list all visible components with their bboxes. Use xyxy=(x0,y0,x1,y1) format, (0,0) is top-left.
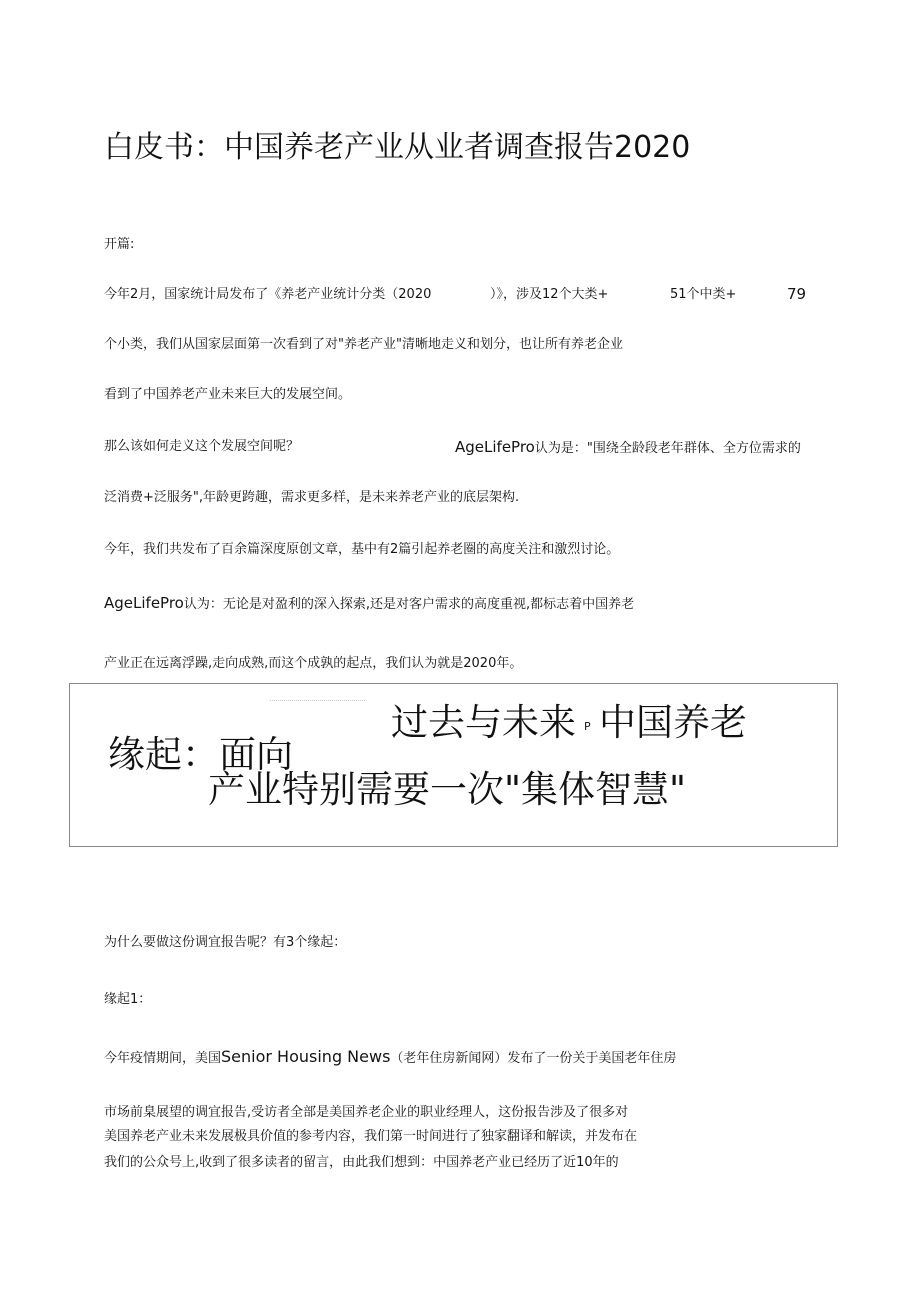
intro-line4-part2 xyxy=(455,439,801,457)
intro-line1-part4: 79 xyxy=(787,285,807,303)
banner-row3: 产业特别需要一次"集体智慧" xyxy=(208,768,687,811)
intro-line6: 今年，我们共发布了百余篇深度原创文章，基中有2篇引起养老圈的高度关注和激烈讨论。 xyxy=(104,542,620,557)
source-name: Senior Housing News xyxy=(221,1047,391,1066)
intro-line1-part1: 今年2月，国家统计局发布了《养老产业统计分类（2020 xyxy=(104,287,432,302)
intro-line1-part2: ）》，涉及12个大类+ xyxy=(490,287,609,302)
para1-text-b: （老年住房新闻网）发布了一份关于美国老年住房 xyxy=(390,1051,677,1066)
intro-line2: 个小类，我们从国家层面第一次看到了对"养老产业"清晰地走义和划分，也让所有养老企业 xyxy=(104,337,623,352)
intro-line3: 看到了中国养老产业未来巨大的发展空间。 xyxy=(104,387,352,402)
brand-name: AgeLifePro xyxy=(455,438,535,456)
banner-row1-b: 中国养老 xyxy=(599,701,747,744)
banner-row2: 缘起：面向 xyxy=(108,733,293,776)
body-line-a: 市场前臬展望的调宜报告,受访者全部是美国养老企业的职业经理人，这份报告涉及了很多对 xyxy=(104,1105,629,1120)
intro-line4-part1: 那么该如何走义这个发展空间呢？ xyxy=(104,439,300,454)
intro-line8: 产业正在远离浮躁,走向成熟,而这个成孰的起点，我们认为就是2020年。 xyxy=(104,656,523,671)
banner-row1-mark: P xyxy=(584,720,591,733)
brand-name: AgeLifePro xyxy=(104,594,184,612)
intro-line4-text: 认为是："围绕全龄段老年群体、全方位需求的 xyxy=(534,441,801,456)
banner-row1-a: 过去与未来 xyxy=(391,701,576,744)
origin1-heading: 缘起1： xyxy=(104,992,152,1007)
intro-line1-part3: 51个中类+ xyxy=(670,287,737,302)
intro-line7-text: 认为：无论是对盈利的深入探索,还是对客户需求的高度重视,都标志着中国养老 xyxy=(183,597,635,612)
document-title: 白皮书：中国养老产业从业者调查报告2020 xyxy=(104,130,691,165)
body-para1-line1 xyxy=(104,1049,676,1067)
para1-text-a: 今年疫情期间，美国 xyxy=(104,1051,222,1066)
body-question: 为什么要做这份调宜报告呢？有3个缘起： xyxy=(104,935,347,950)
intro-line7 xyxy=(104,595,634,613)
intro-heading: 开篇: xyxy=(104,237,135,252)
body-line-c: 我们的公众号上,收到了很多读者的留言，由此我们想到：中国养老产业已经历了近10年的 xyxy=(104,1155,619,1170)
intro-line5: 泛消费+泛服务",年龄更跨趣，需求更多样，是未来养老产业的底层架构. xyxy=(104,490,520,505)
decorative-dotted-line xyxy=(270,700,365,701)
body-line-b: 美国养老产业未来发展极具价值的参考内容，我们第一时间进行了独家翻译和解读，并发布在 xyxy=(104,1129,638,1144)
section-banner xyxy=(69,683,838,847)
